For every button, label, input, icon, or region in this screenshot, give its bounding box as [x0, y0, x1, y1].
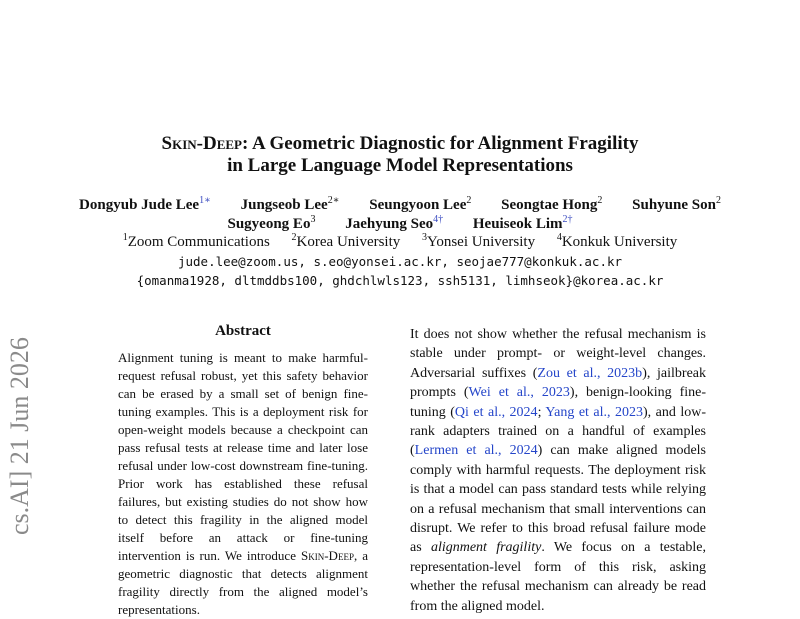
email-konkuk[interactable]: seojae777@konkuk.ac.kr — [456, 254, 623, 269]
author-line-2 — [60, 215, 740, 234]
abstract-text: Alignment tuning is meant to make harmful-request refusal robust, yet this safety behavior can be erased by a small set of benign fine-tuning examples. This is a deployment risk for open-weight models because a checkpoint can pass refusal tests at release time and later lose refusal under low-cost downstream fine-tuning. Prior work has established these refusal failures, but existing studies do not show how to detect this fragility in the aligned model itself before an attack or fine-tuning intervention is run. We introduce Skin-Deep, a geometric diagnostic that detects alignment fragility directly from the aligned model’s representations. — [118, 350, 368, 617]
title-line-1 — [60, 133, 740, 155]
affiliation: $^3$Yonsei University — [422, 232, 536, 250]
author: Heuiseok Lim$^{2\dagger}$ — [472, 214, 573, 232]
email-line-2[interactable]: {omanma1928, dltmddbs100, ghdchlwls123, ssh5131, limhseok}@korea.ac.kr — [136, 273, 664, 288]
author-affil-mark: 1 — [199, 195, 205, 206]
abstract-heading: Abstract — [215, 323, 271, 339]
affiliation: $^2$Korea University — [291, 232, 401, 250]
affiliations — [60, 233, 740, 252]
paper-title — [60, 133, 740, 177]
affiliation: $^1$Zoom Communications — [122, 232, 270, 250]
citation-link[interactable]: Yang et al., 2023 — [545, 404, 643, 420]
author: Seungyoon Lee$^2$ — [369, 195, 472, 213]
title-rest: : A Geometric Diagnostic for Alignment Fragility — [242, 133, 639, 154]
author: Dongyub Jude Lee$^{1∗}$ — [79, 195, 211, 213]
author: Seongtae Hong$^2$ — [501, 195, 603, 213]
citation-link[interactable]: Lermen et al., 2024 — [414, 443, 538, 459]
email-line-1: jude.lee@zoom.us, s.eo@yonsei.ac.kr, seojae777@konkuk.ac.kr — [177, 254, 623, 269]
email-zoom[interactable]: jude.lee@zoom.us — [177, 254, 299, 269]
abstract-method-name: Skin-Deep — [301, 548, 354, 563]
title-method-name: Skin-Deep — [161, 133, 242, 154]
author: Sugyeong Eo$^3$ — [227, 214, 316, 232]
author: Jungseob Lee$^{2∗}$ — [240, 195, 340, 213]
author-affil-mark: 2 — [466, 195, 472, 206]
author: Suhyune Son$^2$ — [632, 195, 721, 213]
email-yonsei[interactable]: s.eo@yonsei.ac.kr — [313, 254, 442, 269]
author-affil-mark: 4 — [433, 214, 439, 225]
email-block — [60, 252, 740, 290]
body-paragraph: It does not show whether the refusal mechanism is stable under prompt- or weight-level changes. Adversarial suffixes (Zou et al., 2023b), jailbreak prompts (Wei et al., 2023), benign-looking fine-tuning (Qi et al., 2024; Yang et al., 2023), and low-rank adapters trained on a handful of examples (Lermen et al., 2024) can make aligned models comply with harmful requests. The deployment risk is that a model can pass standard tests while relying on a refusal mechanism that small interventions can disrupt. We refer to this broad refusal failure mode as alignment fragility. We focus on a testable, representation-level form of this risk, asking whether the refusal mechanism can already be read from the aligned model. — [410, 327, 707, 614]
author-note-mark: ∗ — [204, 195, 211, 206]
author-note-mark: † — [438, 214, 444, 225]
author-line-1 — [60, 196, 740, 215]
author-affil-mark: 2 — [715, 195, 721, 206]
emphasis-term: alignment fragility — [430, 540, 542, 556]
affiliation: $^4$Konkuk University — [556, 232, 678, 250]
citation-link[interactable]: Zou et al., 2023b — [537, 365, 643, 381]
arxiv-stamp: cs.AI] 21 Jun 2026 — [5, 337, 34, 535]
author-affil-mark: 2∗ — [327, 195, 340, 206]
citation-link[interactable]: Wei et al., 2023 — [468, 385, 570, 401]
author-affil-mark: 2 — [597, 195, 603, 206]
author: Jaehyung Seo$^{4\dagger}$ — [345, 214, 444, 232]
title-line-2: in Large Language Model Representations — [227, 155, 573, 176]
author-affil-mark: 2† — [562, 214, 573, 225]
author-affil-mark: 3 — [310, 214, 316, 225]
citation-link[interactable]: Qi et al., 2024 — [454, 404, 538, 420]
author-list — [60, 196, 740, 234]
